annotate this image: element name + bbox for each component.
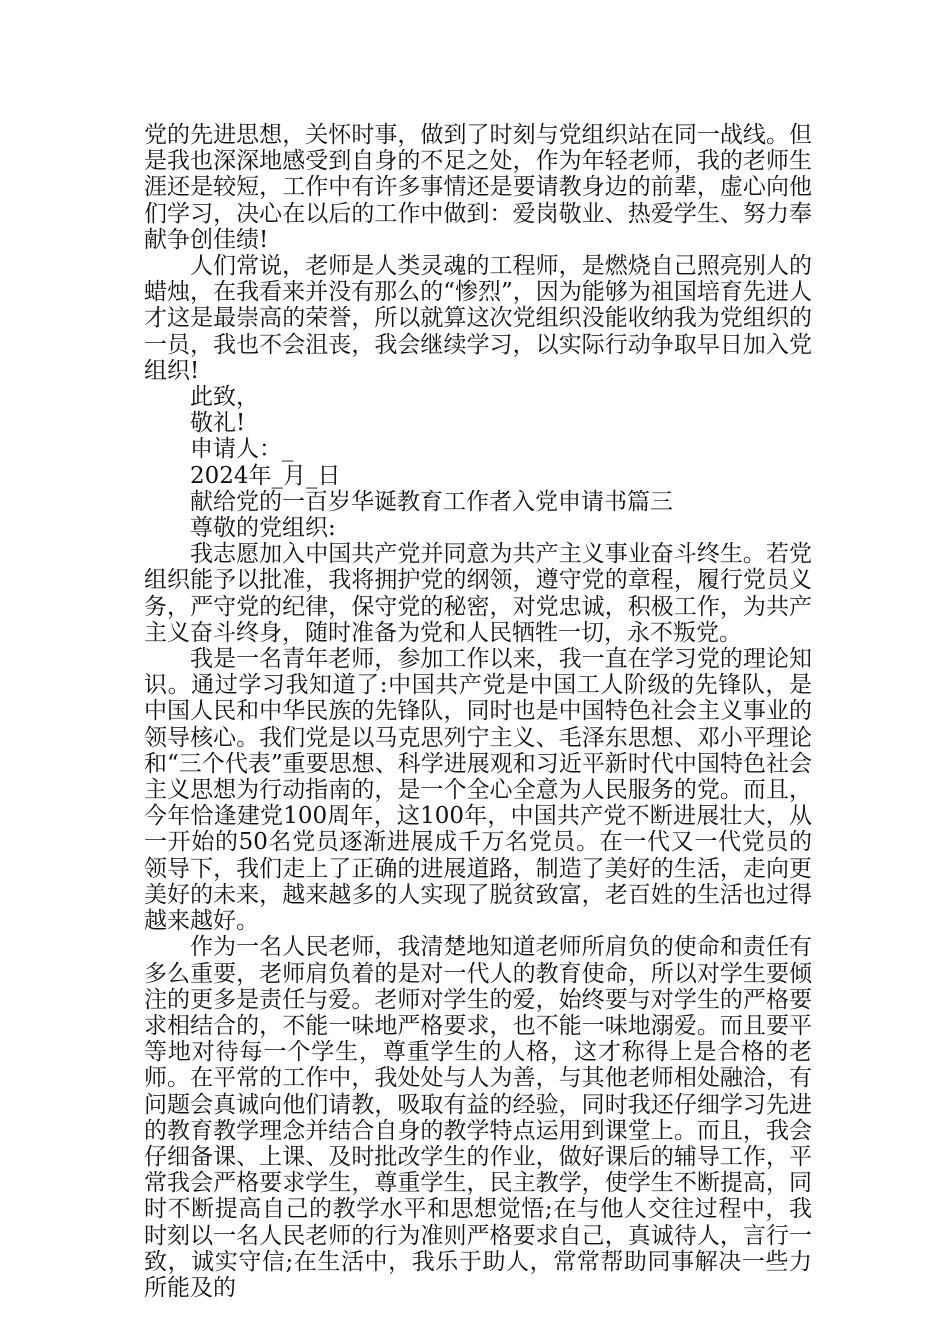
paragraph-continuation: 党的先进思想，关怀时事，做到了时刻与党组织站在同一战线。但是我也深深地感受到自身的不足之处，作为年轻老师，我的老师生涯还是较短，工作中有许多事情还是要请教身边的前辈，虚心向他们学习，决心在以后的工作中做到：爱岗敬业、热爱学生、努力奉献争创佳绩!: [144, 122, 812, 253]
paragraph-oath: 我志愿加入中国共产党并同意为共产主义事业奋斗终生。若党组织能予以批准，我将拥护党的纲领，遵守党的章程，履行党员义务，严守党的纪律，保守党的秘密，对党忠诚，积极工作，为共产主义奋斗终身，随时准备为党和人民牺牲一切，永不叛党。: [144, 541, 812, 646]
paragraph-teacher-duty: 作为一名人民老师，我清楚地知道老师所肩负的使命和责任有多么重要，老师肩负着的是对一代人的教育使命，所以对学生要倾注的更多是责任与爱。老师对学生的爱，始终要与对学生的严格要求相结合的，不能一味地严格要求，也不能一味地溺爱。而且要平等地对待每一个学生，尊重学生的人格，这才称得上是合格的老师。在平常的工作中，我处处与人为善，与其他老师相处融洽，有问题会真诚向他们请教，吸取有益的经验，同时我还仔细学习先进的教育教学理念并结合自身的教学特点运用到课堂上。而且，我会仔细备课、上课、及时批改学生的作业，做好课后的辅导工作，平常我会严格要求学生，尊重学生，民主教学，使学生不断提高，同时不断提高自己的教学水平和思想觉悟;在与他人交往过程中，我时刻以一名人民老师的行为准则严格要求自己，真诚待人，言行一致，诚实守信;在生活中，我乐于助人，常常帮助同事解决一些力所能及的: [144, 934, 812, 1301]
paragraph-party-knowledge: 我是一名青年老师，参加工作以来，我一直在学习党的理论知识。通过学习我知道了:中国共产党是中国工人阶级的先锋队，是中国人民和中华民族的先锋队，同时也是中国特色社会主义事业的领导核心。我们党是以马克思列宁主义、毛泽东思想、邓小平理论和“三个代表”重要思想、科学进展观和习近平新时代中国特色社会主义思想为行动指南的，是一个全心全意为人民服务的党。而且，今年恰逢建党100周年，这100年，中国共产党不断进展壮大，从一开始的50名党员逐渐进展成千万名党员。在一代又一代党员的领导下，我们走上了正确的进展道路，制造了美好的生活，走向更美好的未来，越来越多的人实现了脱贫致富，老百姓的生活也过得越来越好。: [144, 646, 812, 935]
closing-salutation: 此致，: [190, 384, 259, 411]
applicant-line: 申请人：_: [190, 436, 294, 463]
closing-respect: 敬礼!: [190, 410, 246, 437]
section-title: 献给党的一百岁华诞教育工作者入党申请书篇三: [190, 488, 673, 515]
paragraph-teacher-candle: 人们常说，老师是人类灵魂的工程师，是燃烧自己照亮别人的蜡烛，在我看来并没有那么的“惨烈”，因为能够为祖国培育先进人才这是最崇高的荣誉，所以就算这次党组织没能收纳我为党组织的一员，我也不会沮丧，我会继续学习，以实际行动争取早日加入党组织!: [144, 253, 812, 384]
date-line: 2024年_月_日: [190, 462, 341, 489]
document-page: [144, 122, 812, 1301]
greeting-line: 尊敬的党组织:: [190, 515, 336, 542]
